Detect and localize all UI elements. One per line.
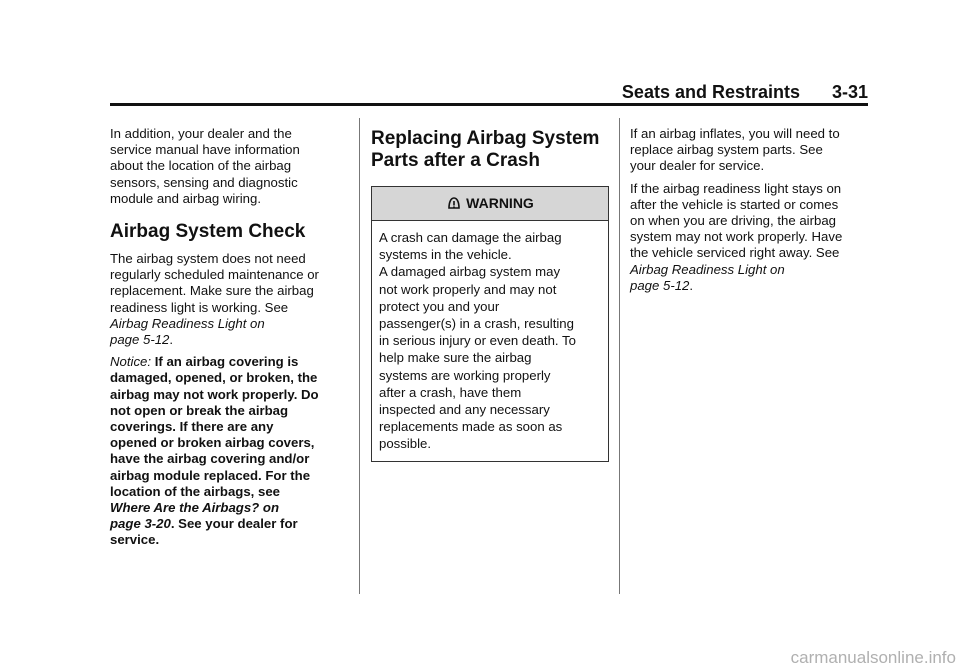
readiness-light-link-2[interactable]: Airbag Readiness Light on page 5-12 bbox=[630, 261, 785, 293]
column-divider bbox=[619, 118, 620, 594]
check-text: The airbag system does not need regularly scheduled maintenance or replacement. Make sure the airbag readiness light is working. See bbox=[110, 251, 319, 315]
column-divider bbox=[359, 118, 360, 594]
notice-paragraph bbox=[110, 354, 350, 548]
column-right bbox=[630, 126, 870, 300]
period-2: . bbox=[689, 277, 694, 293]
watermark: carmanualsonline.info bbox=[790, 648, 956, 667]
warning-header bbox=[372, 187, 608, 221]
column-left bbox=[110, 126, 350, 555]
readiness-paragraph bbox=[630, 181, 870, 294]
warning-text: A crash can damage the airbag systems in the vehicle. A damaged airbag system may not work properly and may not protect you and your passenger(s) in a crash, resulting in serious injury or even death. To help make sure the airbag systems are working properly after a crash, have them inspected and any necessary replacements made as soon as possible. bbox=[379, 230, 576, 452]
notice-end: . See your dealer for service. bbox=[110, 516, 298, 548]
page-number: 3-31 bbox=[831, 82, 868, 102]
check-paragraph bbox=[110, 251, 350, 348]
section-heading-replacing-parts: Replacing Airbag System Parts after a Crash bbox=[371, 128, 600, 171]
readiness-text: If the airbag readiness light stays on after the vehicle is started or comes on when you are driving, the airbag system may not work properly. Have the vehicle serviced right away. See bbox=[630, 180, 843, 261]
section-title: Seats and Restraints bbox=[621, 82, 800, 102]
running-header bbox=[110, 82, 868, 104]
airbags-location-link[interactable]: Where Are the Airbags? on page 3-20 bbox=[110, 500, 280, 532]
notice-label: Notice: bbox=[110, 354, 152, 370]
period: . bbox=[169, 332, 174, 348]
intro-paragraph: In addition, your dealer and the service manual have information about the location of the airbag sensors, sensing and diagnostic module and airbag wiring. bbox=[110, 126, 300, 206]
section-heading-airbag-check: Airbag System Check bbox=[110, 221, 306, 243]
inflate-paragraph: If an airbag inflates, you will need to replace airbag system parts. See your dealer for service. bbox=[630, 126, 840, 174]
header-rule bbox=[110, 103, 868, 106]
warning-label: WARNING bbox=[466, 195, 534, 212]
notice-text: If an airbag covering is damaged, opened, or broken, the airbag may not work properly. Do not open or break the airbag coverings. If there are any opened or broken airbag covers, have the airbag covering and/or airbag module replaced. For the location of the airbags, see bbox=[110, 354, 319, 499]
readiness-light-link[interactable]: Airbag Readiness Light on page 5-12 bbox=[110, 315, 265, 348]
column-middle bbox=[371, 128, 609, 462]
warning-icon bbox=[446, 196, 462, 212]
warning-box bbox=[371, 186, 609, 462]
